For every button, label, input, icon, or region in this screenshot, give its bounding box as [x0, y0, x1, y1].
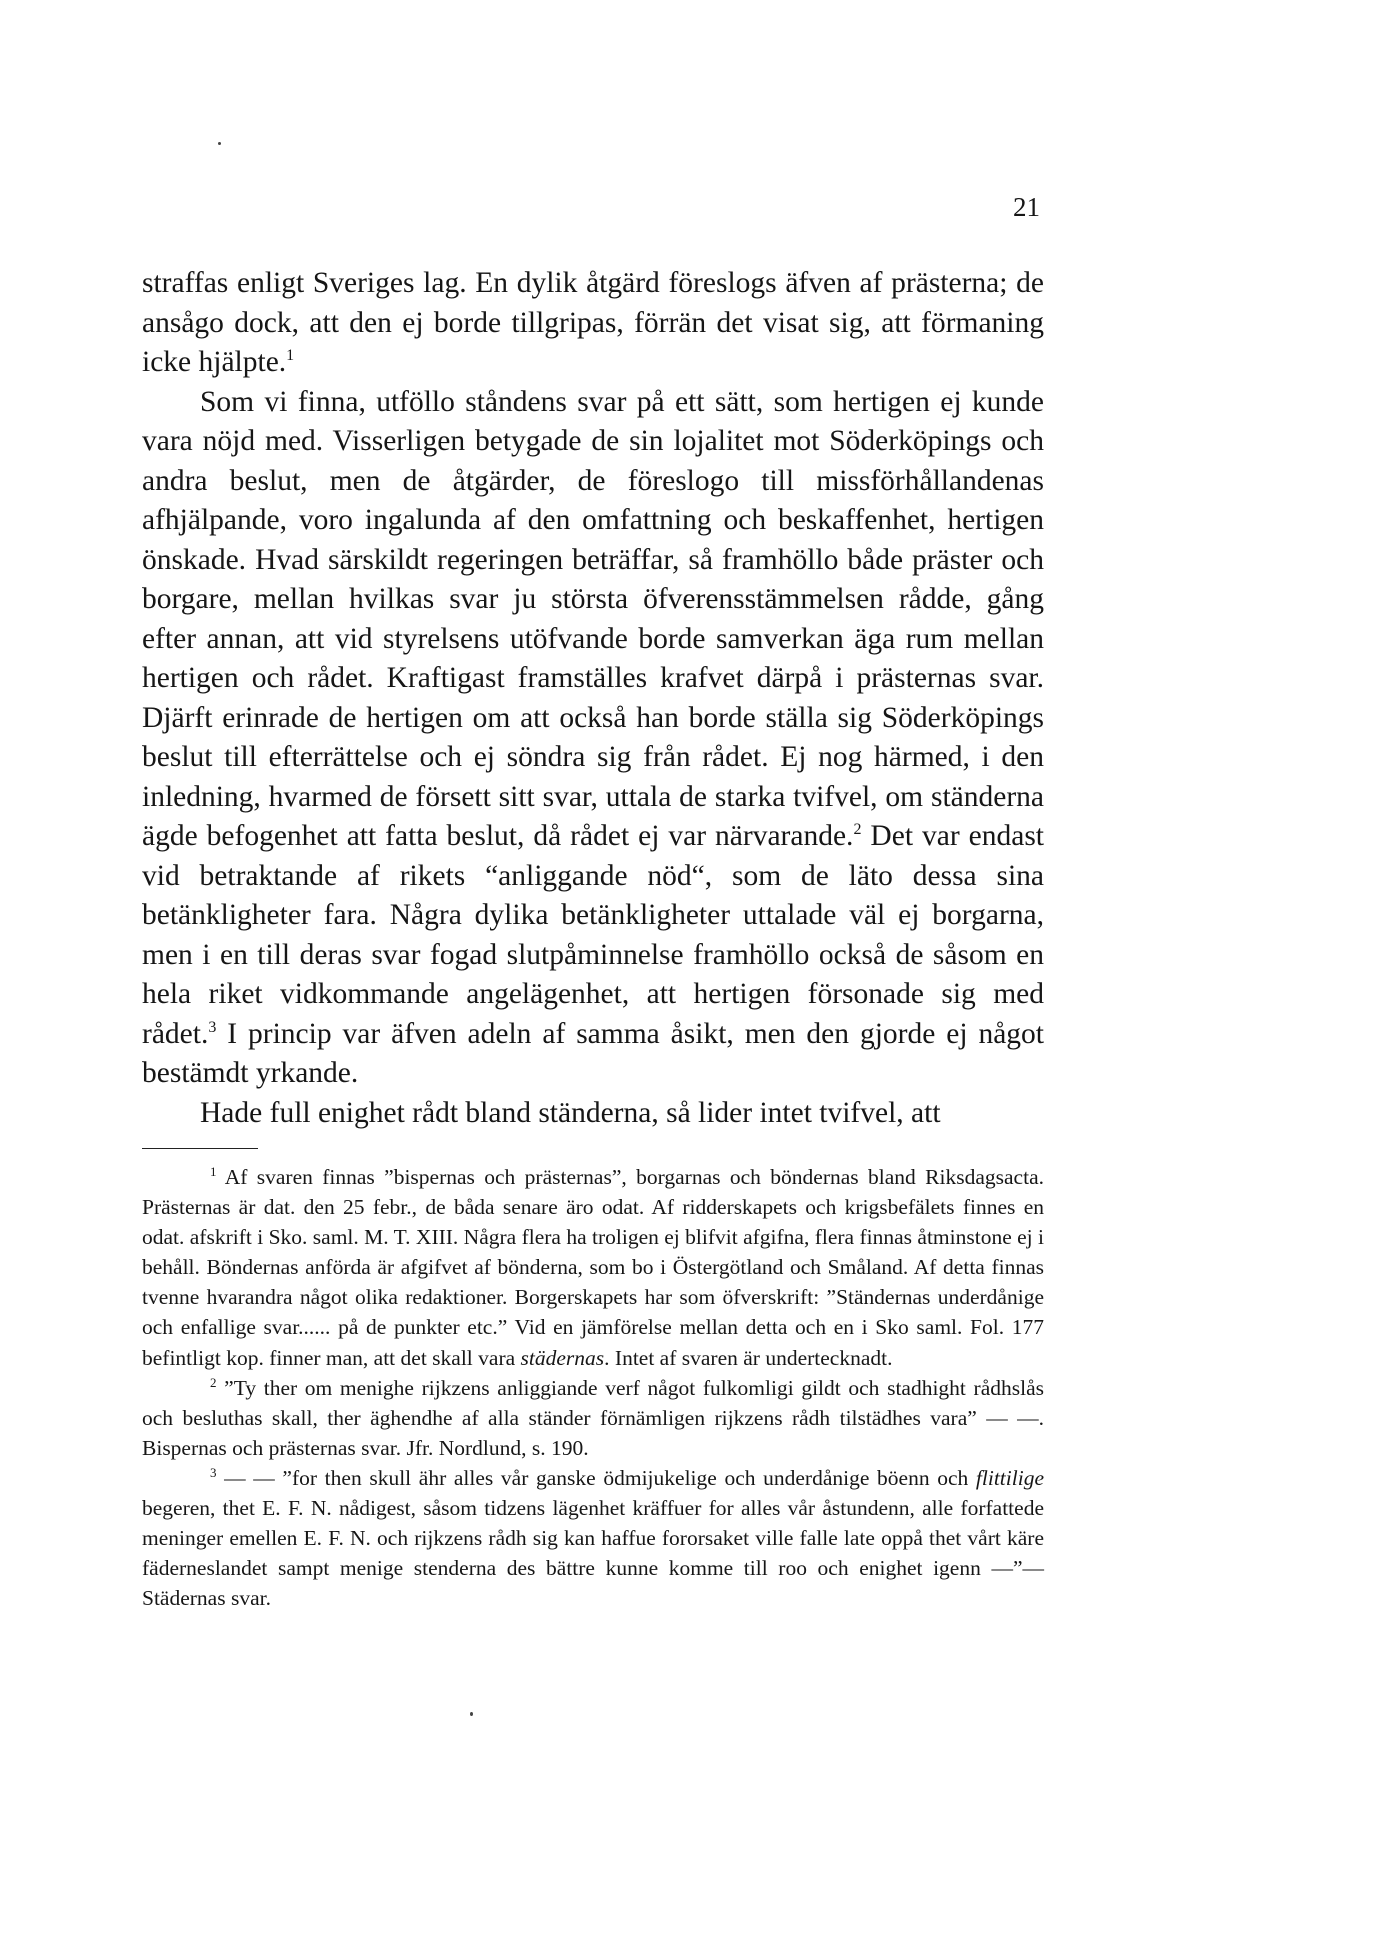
- paragraph-text: Det var endast vid betraktande af rikets “anliggande nöd“, som de läto dessa sina betänkligheter fara. Några dylika betänkligheter uttalade väl ej borgarna, men i en till deras svar fogad slutpåminnelse framhöllo också de såsom en hela riket vidkommande angelägenhet, att hertigen försonade sig med rådet.: [142, 820, 1044, 1050]
- footnotes: [142, 1162, 1044, 1613]
- paragraph-text: Hade full enighet rådt bland ständerna, så lider intet tvifvel, att: [200, 1096, 941, 1129]
- footnote-number: 1: [210, 1163, 217, 1179]
- page-number: 21: [1013, 192, 1040, 222]
- footnote-text: — — ”for then skull ähr alles vår ganske ödmijukelige och underdånige böenn och: [224, 1465, 976, 1490]
- footnote-separator: [142, 1148, 258, 1149]
- scan-speck: [470, 1712, 473, 1716]
- footnote-italic: städernas: [520, 1345, 605, 1370]
- footnote-1: [142, 1162, 1044, 1373]
- paragraph-2: [142, 383, 1044, 1094]
- footnote-ref: 3: [208, 1018, 217, 1036]
- body-text: [142, 264, 1044, 1133]
- paragraph-1: [142, 264, 1044, 383]
- paragraph-text: straffas enligt Sveriges lag. En dylik åtgärd föreslogs äfven af prästerna; de ansågo dock, att den ej borde tillgripas, förrän det visat sig, att förmaning icke hjälpte.: [142, 267, 1044, 378]
- scan-speck: [218, 142, 221, 145]
- footnote-text: . Intet af svaren är undertecknadt.: [604, 1345, 893, 1370]
- footnote-text: ”Ty ther om menighe rijkzens anliggiande verf något fulkomligi gildt och stadhight rådhslås och besluthas skall, ther äghendhe af alla ständer förnämligen rijkzens rådh tilstädhes vara” — —. Bispernas och prästernas svar. Jfr. Nordlund, s. 190.: [142, 1375, 1045, 1460]
- footnote-number: 2: [210, 1374, 217, 1390]
- paragraph-3: [142, 1094, 1044, 1134]
- footnote-italic: flittilige: [975, 1465, 1044, 1490]
- footnote-text: begeren, thet E. F. N. nådigest, såsom tidzens lägenhet kräffuer for alles vår åstundenn, alle forfattede meninger emellen E. F. N. och rijkzens rådh sig kan haffue fororsaket ville falle late oppå thet vårt käre fäderneslandet sampt menige stenderna des bättre kunne komme till roo och enighet igenn —”— Städernas svar.: [142, 1496, 1044, 1611]
- footnote-3: [142, 1463, 1044, 1613]
- paragraph-text: Som vi finna, utföllo ståndens svar på ett sätt, som hertigen ej kunde vara nöjd med. Visserligen betygade de sin lojalitet mot Söderköpings och andra beslut, men de åtgärder, de föreslogo till missförhållandenas afhjälpande, voro ingalunda af den omfattning och beskaffenhet, hertigen önskade. Hvad särskildt regeringen beträffar, så framhöllo både präster och borgare, mellan hvilkas svar ju största öfverensstämmelsen rådde, gång efter annan, att vid styrelsens utöfvande borde samverkan äga rum mellan hertigen och rådet. Kraftigast framställes krafvet därpå i prästernas svar. Djärft erinrade de hertigen om att också han borde ställa sig Söderköpings beslut till efterrättelse och ej söndra sig från rådet. Ej nog härmed, i den inledning, hvarmed de försett sitt svar, uttala de starka tvifvel, om ständerna ägde befogenhet att fatta beslut, då rådet ej var närvarande.: [142, 385, 1044, 852]
- paragraph-text: I princip var äfven adeln af samma åsikt, men den gjorde ej något bestämdt yrkande.: [142, 1017, 1044, 1089]
- footnote-number: 3: [210, 1464, 217, 1480]
- footnote-2: [142, 1373, 1044, 1463]
- footnote-ref: 2: [853, 821, 862, 839]
- footnote-ref: 1: [286, 347, 295, 365]
- footnote-text: Af svaren finnas ”bispernas och prästernas”, borgarnas och böndernas bland Riksdagsacta. Prästernas är dat. den 25 febr., de båda senare äro odat. Af ridderskapets och krigsbefälets finnes en odat. afskrift i Sko. saml. M. T. XIII. Några flera ha troligen ej blifvit afgifna, flera finnas åtminstone ej i behåll. Böndernas anförda är afgifvet af bönderna, som bo i Östergötland och Småland. Af detta finnas tvenne hvarandra något olika redaktioner. Borgerskapets har som öfverskrift: ”Ständernas underdånige och enfallige svar...... på de punkter etc.” Vid en jämförelse mellan detta och en i Sko saml. Fol. 177 befintligt kop. finner man, att det skall vara: [142, 1165, 1044, 1370]
